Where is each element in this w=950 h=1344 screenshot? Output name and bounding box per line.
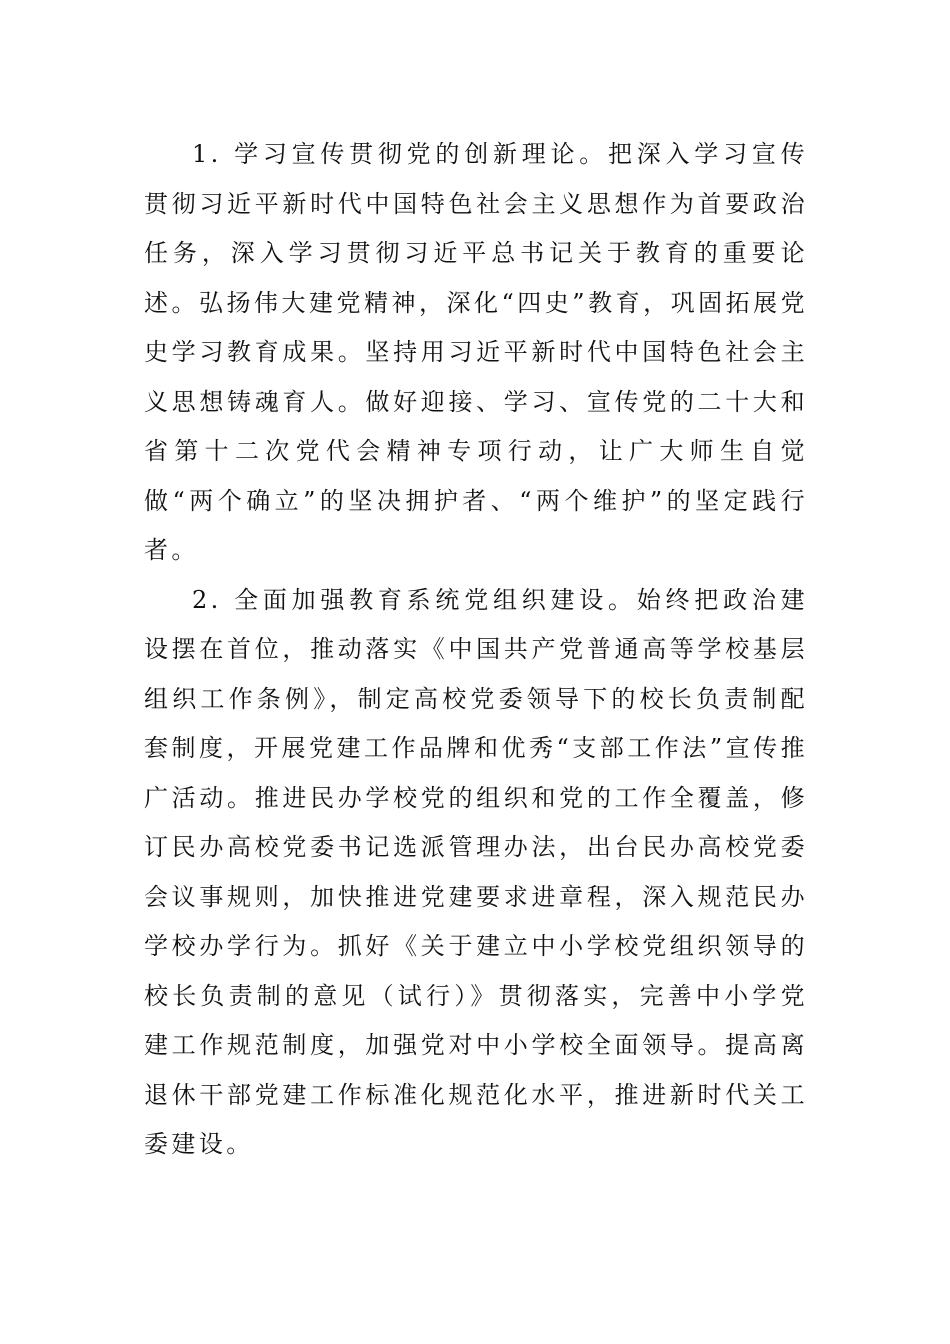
paragraph-party-theory: 1. 学习宣传贯彻党的创新理论。把深入学习宣传贯彻习近平新时代中国特色社会主义思想作为首要政治任务，深入学习贯彻习近平总书记关于教育的重要论述。弘扬伟大建党精神，深化“四史”教育，巩固拓展党史学习教育成果。坚持用习近平新时代中国特色社会主义思想铸魂育人。做好迎接、学习、宣传党的二十大和省第十二次党代会精神专项行动，让广大师生自觉做“两个确立”的坚决拥护者、“两个维护”的坚定践行者。 — [144, 140, 808, 564]
paragraph-party-organization: 2. 全面加强教育系统党组织建设。始终把政治建设摆在首位，推动落实《中国共产党普通高等学校基层组织工作条例》，制定高校党委领导下的校长负责制配套制度，开展党建工作品牌和优秀“支部工作法”宣传推广活动。推进民办学校党的组织和党的工作全覆盖，修订民办高校党委书记选派管理办法，出台民办高校党委会议事规则，加快推进党建要求进章程，深入规范民办学校办学行为。抓好《关于建立中小学校党组织领导的校长负责制的意见（试行）》贯彻落实，完善中小学党建工作规范制度，加强党对中小学校全面领导。提高离退休干部党建工作标准化规范化水平，推进新时代关工委建设。 — [144, 585, 808, 1158]
document-body — [144, 130, 808, 1170]
